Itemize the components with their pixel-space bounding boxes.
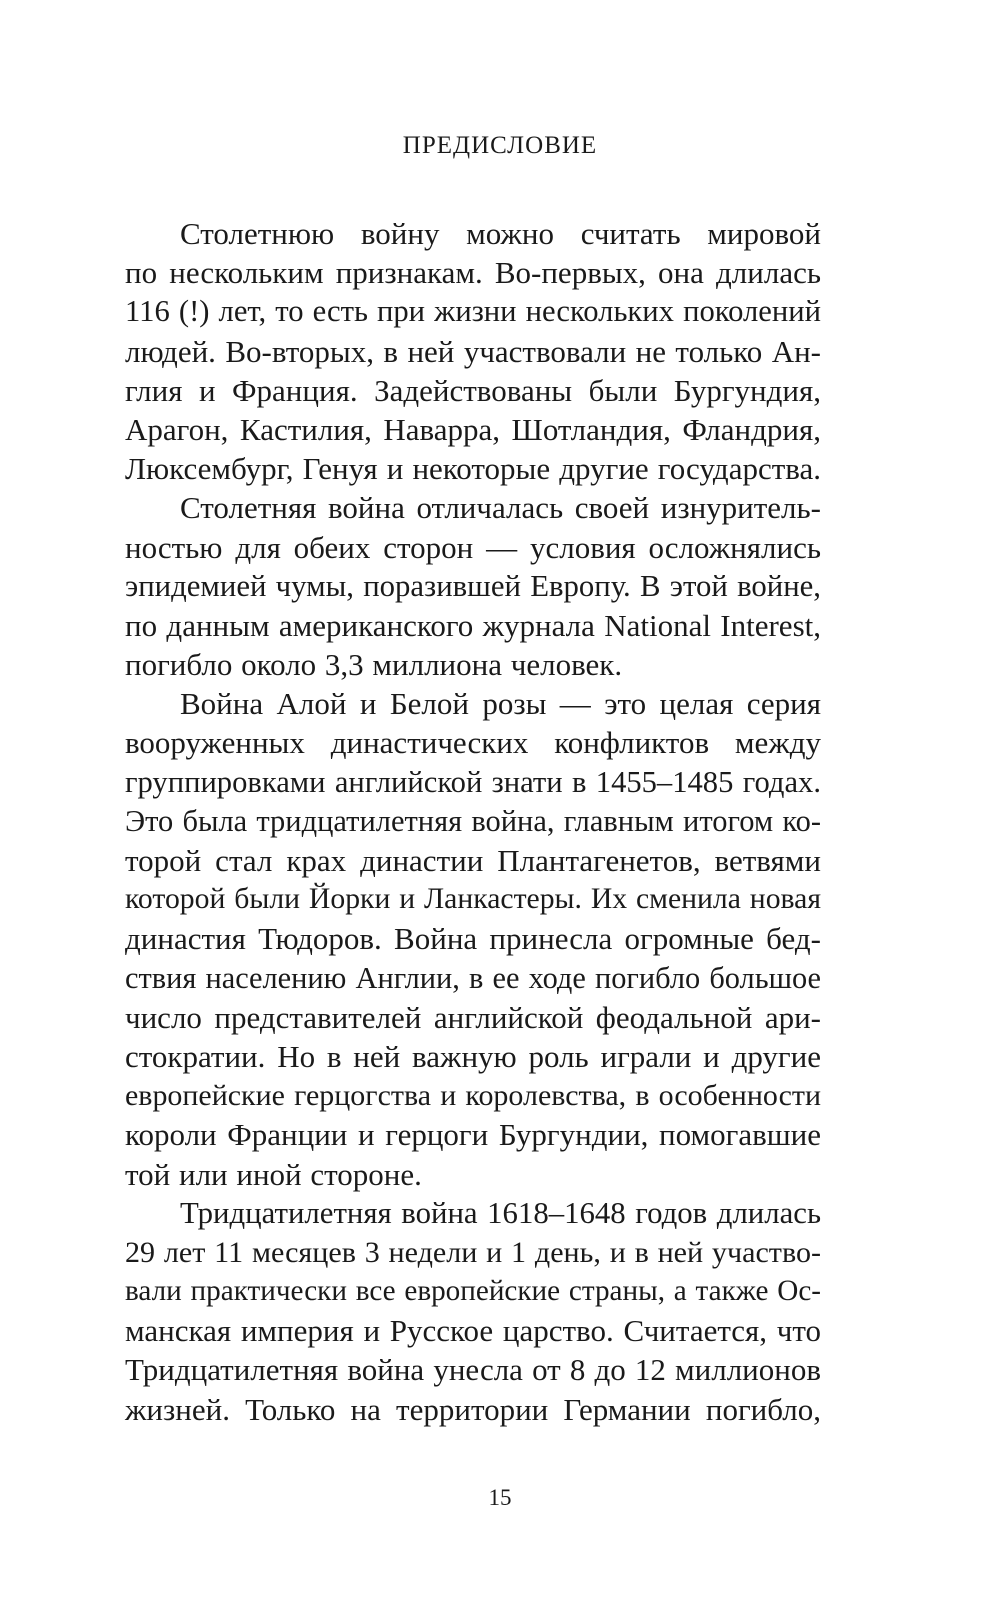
text-line: манская империя и Русское царство. Считается, что: [125, 1313, 821, 1349]
text-line: вооруженных династических конфликтов между: [125, 725, 821, 761]
text-line: эпидемией чумы, поразившей Европу. В этой войне,: [125, 568, 821, 603]
text-line: Арагон, Кастилия, Наварра, Шотландия, Фландрия,: [125, 411, 821, 447]
text-line: династия Тюдоров. Война принесла огромные бед-: [125, 921, 821, 957]
text-line: той или иной стороне.: [125, 1156, 422, 1192]
text-line: по данным американского журнала National Interest,: [125, 607, 821, 643]
text-line: людей. Во-вторых, в ней участвовали не только Ан-: [125, 333, 821, 369]
text-line: 29 лет 11 месяцев 3 недели и 1 день, и в ней участво-: [125, 1234, 821, 1269]
text-line: Война Алой и Белой розы — это целая серия: [180, 686, 821, 722]
text-line: по нескольким признакам. Во-первых, она длилась: [125, 255, 821, 291]
body-text: [125, 214, 821, 1429]
text-line: жизней. Только на территории Германии погибло,: [125, 1391, 821, 1427]
text-line: европейские герцогства и королевства, в особенности: [125, 1079, 821, 1113]
text-line: глия и Франция. Задействованы были Бургундия,: [125, 372, 821, 408]
text-line: торой стал крах династии Плантагенетов, ветвями: [125, 843, 821, 878]
text-line: Это была тридцатилетняя война, главным итогом ко-: [125, 803, 821, 838]
text-line: Столетняя война отличалась своей изнуритель-: [180, 490, 821, 526]
text-line: 116 (!) лет, то есть при жизни нескольких поколений: [125, 294, 821, 329]
text-line: Тридцатилетняя война унесла от 8 до 12 миллионов: [125, 1352, 821, 1388]
text-line: погибло около 3,3 миллиона человек.: [125, 647, 623, 683]
text-line: которой были Йорки и Ланкастеры. Их сменила новая: [125, 883, 821, 916]
text-line: группировками английской знати в 1455–1485 годах.: [125, 764, 821, 799]
text-line: ствия населению Англии, в ее ходе погибло большое: [125, 960, 821, 995]
text-line: ностью для обеих сторон — условия осложнялись: [125, 529, 821, 565]
text-line: Столетнюю войну можно считать мировой: [180, 216, 821, 251]
text-line: короли Франции и герцоги Бургундии, помогавшие: [125, 1117, 821, 1153]
text-line: число представителей английской феодальной ари-: [125, 999, 821, 1035]
text-line: стократии. Но в ней важную роль играли и другие: [125, 1038, 821, 1074]
text-line: Тридцатилетняя война 1618–1648 годов длилась: [180, 1195, 821, 1230]
page-number: 15: [488, 1485, 512, 1510]
chapter-heading: ПРЕДИСЛОВИЕ: [402, 132, 598, 159]
text-line: Люксембург, Генуя и некоторые другие государства.: [125, 451, 821, 487]
text-line: вали практически все европейские страны, а также Ос-: [125, 1275, 821, 1308]
